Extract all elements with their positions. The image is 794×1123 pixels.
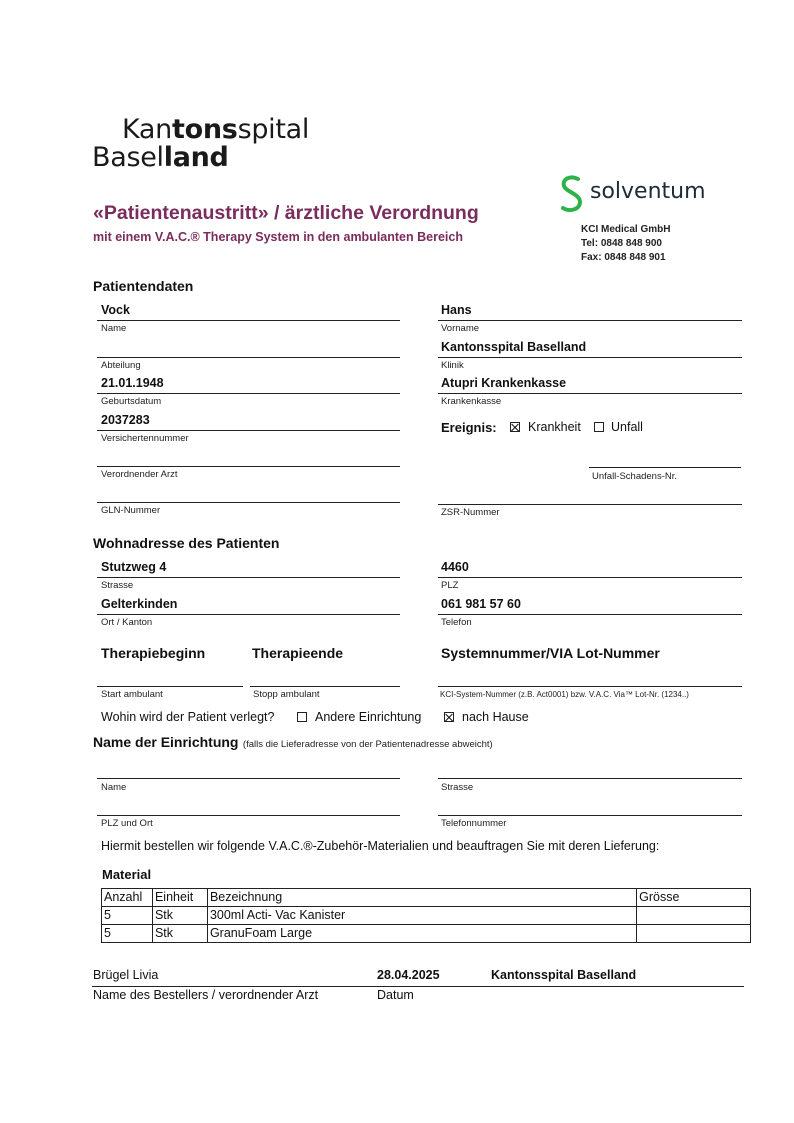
logo-line-2: Baselland [92, 142, 229, 173]
ereignis-label: Ereignis: [441, 420, 497, 435]
klinik-value[interactable]: Kantonsspital Baselland [441, 340, 587, 354]
logo-line-1: Kantonsspital [122, 114, 310, 145]
versichertennummer-line [97, 430, 400, 431]
gln-label: GLN-Nummer [101, 505, 161, 516]
strasse-line [97, 577, 400, 578]
einrichtung-note: (falls die Lieferadresse von der Patientenadresse abweicht) [242, 739, 493, 750]
krankenkasse-value[interactable]: Atupri Krankenkasse [441, 376, 567, 390]
system-line[interactable] [438, 686, 742, 687]
therapieende-title: Therapieende [252, 645, 344, 661]
ort-line [97, 614, 400, 615]
signature-date[interactable]: 28.04.2025 [377, 968, 440, 982]
plz-label: PLZ [441, 580, 459, 591]
zsr-label: ZSR-Nummer [441, 507, 500, 518]
strasse-label: Strasse [101, 580, 134, 591]
versichertennummer-value[interactable]: 2037283 [101, 413, 150, 427]
cell-anzahl[interactable]: 5 [102, 925, 153, 943]
andere-einrichtung-label: Andere Einrichtung [315, 710, 422, 724]
therapiebeginn-title: Therapiebeginn [101, 645, 206, 661]
systemnummer-title: Systemnummer/VIA Lot-Nummer [441, 645, 660, 661]
signature-name[interactable]: Brügel Livia [93, 968, 159, 982]
krankheit-checkbox[interactable] [510, 422, 520, 432]
einrichtung-telefon-line[interactable] [438, 815, 742, 816]
einrichtung-telefon-label: Telefonnummer [441, 818, 507, 829]
einrichtung-plz-line[interactable] [97, 815, 400, 816]
cell-einheit[interactable]: Stk [152, 925, 207, 943]
einrichtung-strasse-label: Strasse [441, 782, 474, 793]
vorname-label: Vorname [441, 323, 480, 334]
unfall-checkbox[interactable] [594, 422, 604, 432]
gln-line[interactable] [97, 502, 400, 503]
supplier-brand: solventum [590, 179, 706, 204]
klinik-line [438, 357, 742, 358]
telefon-value[interactable]: 061 981 57 60 [441, 597, 521, 611]
verlegt-question: Wohin wird der Patient verlegt? [101, 710, 275, 724]
material-title: Material [102, 867, 152, 882]
start-line[interactable] [97, 686, 243, 687]
form-subtitle: mit einem V.A.C.® Therapy System in den ambulanten Bereich [93, 230, 463, 244]
ort-label: Ort / Kanton [101, 617, 153, 628]
nach-hause-label: nach Hause [462, 710, 529, 724]
einrichtung-plz-label: PLZ und Ort [101, 818, 153, 829]
krankheit-label: Krankheit [528, 420, 581, 434]
supplier-contact [581, 223, 670, 265]
unfall-nr-label: Unfall-Schadens-Nr. [592, 471, 678, 482]
cell-groesse[interactable] [637, 907, 751, 925]
krankenkasse-line [438, 393, 742, 394]
cell-anzahl[interactable]: 5 [102, 907, 153, 925]
cell-bezeichnung[interactable]: GranuFoam Large [207, 925, 636, 943]
einrichtung-name-label: Name [101, 782, 127, 793]
name-line [97, 320, 400, 321]
header-anzahl: Anzahl [102, 889, 153, 907]
header-bezeichnung: Bezeichnung [207, 889, 636, 907]
signature-name-label: Name des Bestellers / verordnender Arzt [93, 988, 319, 1002]
cell-einheit[interactable]: Stk [152, 907, 207, 925]
unfall-nr-line[interactable] [589, 467, 741, 468]
plz-value[interactable]: 4460 [441, 560, 469, 574]
telefon-label: Telefon [441, 617, 472, 628]
start-label: Start ambulant [101, 689, 163, 700]
section-einrichtung [93, 734, 493, 752]
stopp-line[interactable] [250, 686, 400, 687]
andere-einrichtung-checkbox[interactable] [297, 712, 307, 722]
abteilung-label: Abteilung [101, 360, 141, 371]
arzt-label: Verordnender Arzt [101, 469, 178, 480]
einrichtung-strasse-line[interactable] [438, 778, 742, 779]
signature-clinic[interactable]: Kantonsspital Baselland [491, 968, 637, 982]
strasse-value[interactable]: Stutzweg 4 [101, 560, 167, 574]
supplier-fax: Fax: 0848 848 901 [581, 252, 666, 263]
zsr-line[interactable] [438, 504, 742, 505]
plz-line [438, 577, 742, 578]
header-einheit: Einheit [152, 889, 207, 907]
name-label: Name [101, 323, 127, 334]
geburtsdatum-value[interactable]: 21.01.1948 [101, 376, 164, 390]
klinik-label: Klinik [441, 360, 464, 371]
signature-date-label: Datum [377, 988, 414, 1002]
section-patientendaten: Patientendaten [93, 278, 194, 294]
table-row [102, 907, 751, 925]
solventum-logo-icon [558, 174, 586, 214]
section-wohnadresse: Wohnadresse des Patienten [93, 535, 280, 551]
arzt-line[interactable] [97, 466, 400, 467]
supplier-tel: Tel: 0848 848 900 [581, 238, 662, 249]
telefon-line [438, 614, 742, 615]
material-header-row [102, 889, 751, 907]
nach-hause-checkbox[interactable] [444, 712, 454, 722]
supplier-company: KCI Medical GmbH [581, 224, 671, 235]
system-label: KCI-System-Nummer (z.B. Act0001) bzw. V.A.C. Via™ Lot-Nr. (1234..) [440, 690, 689, 699]
vorname-line [438, 320, 742, 321]
abteilung-line [97, 357, 400, 358]
unfall-label: Unfall [611, 420, 643, 434]
order-intro: Hiermit bestellen wir folgende V.A.C.®-Zubehör-Materialien und beauftragen Sie mit deren Lieferung: [101, 839, 660, 853]
stopp-label: Stopp ambulant [253, 689, 320, 700]
table-row [102, 925, 751, 943]
geburtsdatum-label: Geburtsdatum [101, 396, 162, 407]
einrichtung-name-line[interactable] [97, 778, 400, 779]
signature-line [92, 986, 744, 987]
header-groesse: Grösse [637, 889, 751, 907]
form-title: «Patientenaustritt» / ärztliche Verordnung [93, 202, 479, 224]
geburtsdatum-line [97, 393, 400, 394]
versichertennummer-label: Versichertennummer [101, 433, 189, 444]
material-table [101, 888, 751, 943]
krankenkasse-label: Krankenkasse [441, 396, 502, 407]
cell-bezeichnung[interactable]: 300ml Acti- Vac Kanister [207, 907, 636, 925]
einrichtung-title: Name der Einrichtung [93, 734, 239, 750]
name-value[interactable]: Vock [101, 303, 130, 317]
ort-value[interactable]: Gelterkinden [101, 597, 178, 611]
cell-groesse[interactable] [637, 925, 751, 943]
vorname-value[interactable]: Hans [441, 303, 472, 317]
